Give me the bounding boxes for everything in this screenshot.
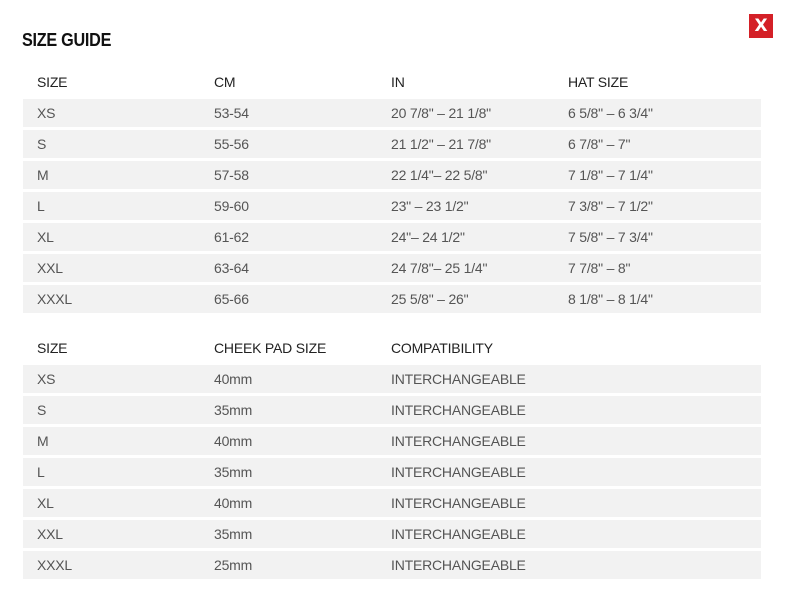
- cell-size: XL: [23, 223, 200, 251]
- table-row: [23, 285, 761, 313]
- cell-compatibility: INTERCHANGEABLE: [377, 489, 554, 517]
- cheek-pad-table-header: [23, 334, 761, 362]
- column-header-cheek-pad-size: CHEEK PAD SIZE: [214, 340, 327, 356]
- size-table-header: [23, 68, 761, 96]
- column-header-size: SIZE: [37, 74, 68, 90]
- column-header-in: IN: [391, 74, 405, 90]
- cell-compatibility: INTERCHANGEABLE: [377, 551, 554, 579]
- table-row: [23, 365, 761, 393]
- cell-size: XXXL: [23, 285, 200, 313]
- cell-in: 22 1/4"– 22 5/8": [377, 161, 554, 189]
- cell-cm: 59-60: [200, 192, 377, 220]
- cell-compatibility: INTERCHANGEABLE: [377, 365, 554, 393]
- page-title: SIZE GUIDE: [22, 30, 112, 50]
- table-row: [23, 551, 761, 579]
- cell-size: XXL: [23, 520, 200, 548]
- table-row: [23, 161, 761, 189]
- cell-size: L: [23, 192, 200, 220]
- close-button[interactable]: [749, 14, 773, 38]
- cell-empty: [554, 489, 761, 517]
- cell-compatibility: INTERCHANGEABLE: [377, 427, 554, 455]
- cell-size: XL: [23, 489, 200, 517]
- column-header-cm: CM: [214, 74, 236, 90]
- cell-compatibility: INTERCHANGEABLE: [377, 396, 554, 424]
- cell-cheek-pad-size: 35mm: [200, 520, 377, 548]
- column-header-compatibility: COMPATIBILITY: [391, 340, 493, 356]
- cell-size: XXXL: [23, 551, 200, 579]
- close-icon: X: [754, 16, 768, 36]
- table-row: [23, 192, 761, 220]
- cell-cheek-pad-size: 40mm: [200, 427, 377, 455]
- cell-size: S: [23, 396, 200, 424]
- cell-in: 23" – 23 1/2": [377, 192, 554, 220]
- cell-hat-size: 7 5/8" – 7 3/4": [554, 223, 761, 251]
- cell-empty: [554, 365, 761, 393]
- table-row: [23, 489, 761, 517]
- cell-cm: 63-64: [200, 254, 377, 282]
- cell-in: 25 5/8" – 26": [377, 285, 554, 313]
- table-row: [23, 254, 761, 282]
- cell-hat-size: 6 5/8" – 6 3/4": [554, 99, 761, 127]
- cell-hat-size: 7 1/8" – 7 1/4": [554, 161, 761, 189]
- cell-cheek-pad-size: 35mm: [200, 396, 377, 424]
- table-row: [23, 223, 761, 251]
- cell-cm: 61-62: [200, 223, 377, 251]
- cell-hat-size: 8 1/8" – 8 1/4": [554, 285, 761, 313]
- cheek-pad-table: [23, 331, 761, 582]
- cell-in: 20 7/8" – 21 1/8": [377, 99, 554, 127]
- cell-hat-size: 7 7/8" – 8": [554, 254, 761, 282]
- table-row: [23, 396, 761, 424]
- cell-size: M: [23, 427, 200, 455]
- cell-cm: 53-54: [200, 99, 377, 127]
- cell-cheek-pad-size: 25mm: [200, 551, 377, 579]
- cell-empty: [554, 396, 761, 424]
- cell-size: XS: [23, 365, 200, 393]
- cell-empty: [554, 427, 761, 455]
- cell-hat-size: 6 7/8" – 7": [554, 130, 761, 158]
- cell-empty: [554, 551, 761, 579]
- cell-size: S: [23, 130, 200, 158]
- table-row: [23, 427, 761, 455]
- cell-cheek-pad-size: 40mm: [200, 365, 377, 393]
- column-header-hat-size: HAT SIZE: [568, 74, 629, 90]
- table-row: [23, 458, 761, 486]
- cell-size: L: [23, 458, 200, 486]
- table-row: [23, 520, 761, 548]
- cell-compatibility: INTERCHANGEABLE: [377, 520, 554, 548]
- cell-empty: [554, 458, 761, 486]
- cell-size: M: [23, 161, 200, 189]
- cell-cheek-pad-size: 35mm: [200, 458, 377, 486]
- cell-in: 24"– 24 1/2": [377, 223, 554, 251]
- cell-size: XXL: [23, 254, 200, 282]
- column-header-size: SIZE: [37, 340, 68, 356]
- cell-cm: 65-66: [200, 285, 377, 313]
- size-table: [23, 65, 761, 316]
- column-header-empty: [554, 334, 761, 362]
- cell-empty: [554, 520, 761, 548]
- cell-cm: 55-56: [200, 130, 377, 158]
- cell-hat-size: 7 3/8" – 7 1/2": [554, 192, 761, 220]
- cell-size: XS: [23, 99, 200, 127]
- table-row: [23, 99, 761, 127]
- cell-in: 24 7/8"– 25 1/4": [377, 254, 554, 282]
- cell-in: 21 1/2" – 21 7/8": [377, 130, 554, 158]
- cell-compatibility: INTERCHANGEABLE: [377, 458, 554, 486]
- cell-cheek-pad-size: 40mm: [200, 489, 377, 517]
- cell-cm: 57-58: [200, 161, 377, 189]
- table-row: [23, 130, 761, 158]
